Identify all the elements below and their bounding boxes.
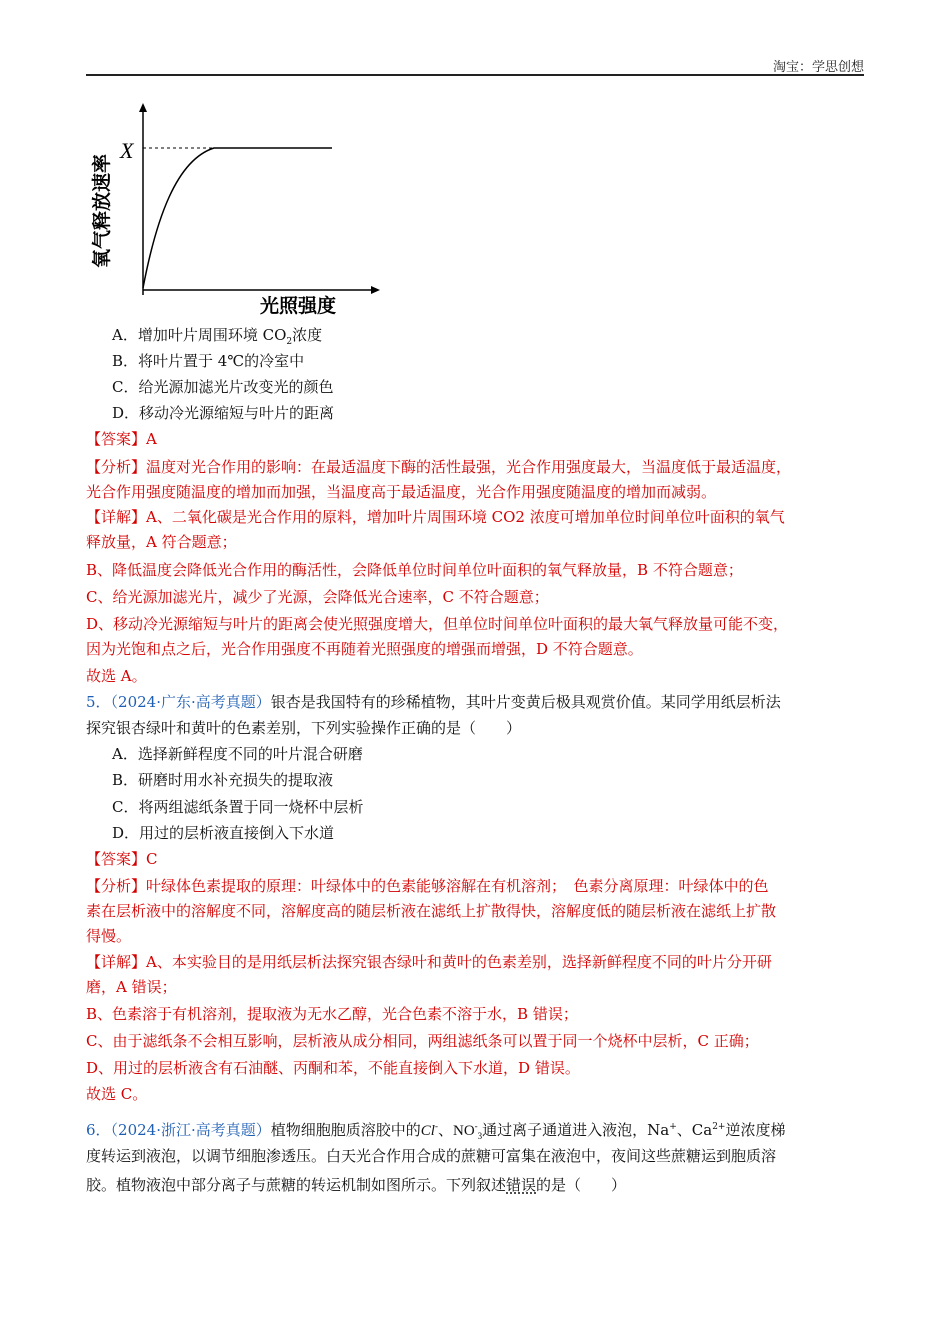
q5-analysis-line: 得慢。 bbox=[86, 927, 132, 945]
q5-stem-line-2: 探究银杏绿叶和黄叶的色素差别，下列实验操作正确的是（ ） bbox=[86, 719, 522, 737]
header-text: 淘宝：学思创想 bbox=[772, 60, 864, 75]
q4-answer: 【答案】A bbox=[86, 430, 157, 448]
q6-source: （2024·浙江·高考真题） bbox=[110, 1121, 271, 1139]
q6-number: 6． bbox=[86, 1121, 111, 1139]
page-header bbox=[86, 56, 864, 76]
q4-conclusion: 故选 A。 bbox=[86, 667, 147, 685]
x-axis-label: 光照强度 bbox=[260, 295, 337, 317]
q4-detail-line: B、降低温度会降低光合作用的酶活性，会降低单位时间单位叶面积的氧气释放量，B 不符合题意； bbox=[86, 561, 743, 579]
nitrate-ion: $NO^-_3$ bbox=[452, 1121, 483, 1141]
q6-emphasis: 错误 bbox=[506, 1176, 537, 1194]
q4-analysis-line: 光合作用强度随温度的增加而加强，当温度高于最适温度，光合作用强度随温度的增加而减弱。 bbox=[86, 483, 717, 501]
q5-option-b: B．研磨时用水补充损失的提取液 bbox=[112, 771, 334, 789]
q4-analysis-line: 【分析】温度对光合作用的影响：在最适温度下酶的活性最强，光合作用强度最大，当温度低于最适温度， bbox=[86, 458, 792, 476]
q5-stem-line-1: 5．（2024·广东·高考真题）银杏是我国特有的珍稀植物，其叶片变黄后极具观赏价值。某同学用纸层析法 bbox=[86, 693, 781, 711]
q4-detail-line: 【详解】A、二氧化碳是光合作用的原料，增加叶片周围环境 CO2 浓度可增加单位时间单位叶面积的氧气 bbox=[86, 508, 785, 526]
q5-source: （2024·广东·高考真题） bbox=[110, 693, 271, 711]
q5-conclusion: 故选 C。 bbox=[86, 1085, 148, 1103]
y-axis-label: 氧气释放速率 bbox=[91, 153, 113, 268]
x-mark-label: X bbox=[120, 138, 134, 163]
q5-option-a: A．选择新鲜程度不同的叶片混合研磨 bbox=[112, 745, 363, 763]
q5-detail-line: C、由于滤纸条不会相互影响，层析液从成分相同，两组滤纸条可以置于同一个烧杯中层析，C 正确； bbox=[86, 1032, 759, 1050]
q4-detail-line: 因为光饱和点之后，光合作用强度不再随着光照强度的增强而增强，D 不符合题意。 bbox=[86, 640, 643, 658]
q5-detail-line: B、色素溶于有机溶剂，提取液为无水乙醇，光合色素不溶于水，B 错误； bbox=[86, 1005, 578, 1023]
q4-detail-line: D、移动冷光源缩短与叶片的距离会使光照强度增大，但单位时间单位叶面积的最大氧气释放量可能不变， bbox=[86, 615, 789, 633]
q4-detail-line: 释放量，A 符合题意； bbox=[86, 533, 237, 551]
q5-analysis-line: 【分析】叶绿体色素提取的原理：叶绿体中的色素能够溶解在有机溶剂； 色素分离原理：叶绿体中的色 bbox=[86, 877, 769, 895]
q4-detail-line: C、给光源加滤光片，减少了光源，会降低光合速率，C 不符合题意； bbox=[86, 588, 549, 606]
q4-option-c: C．给光源加滤光片改变光的颜色 bbox=[112, 378, 334, 396]
q5-analysis-line: 素在层析液中的溶解度不同，溶解度高的随层析液在滤纸上扩散得快，溶解度低的随层析液在滤纸上扩散 bbox=[86, 902, 777, 920]
q5-answer: 【答案】C bbox=[86, 850, 158, 868]
q5-option-d: D．用过的层析液直接倒入下水道 bbox=[112, 824, 335, 842]
q5-detail-line: D、用过的层析液含有石油醚、丙酮和苯，不能直接倒入下水道，D 错误。 bbox=[86, 1059, 580, 1077]
q6-stem-line-1: 6．（2024·浙江·高考真题）植物细胞胞质溶胶中的Cl-、$NO^-_3$通过离子通道进入液泡，Na+、$Ca^{2+}$逆浓度梯 bbox=[86, 1121, 786, 1141]
q6-stem-line-2: 度转运到液泡，以调节细胞渗透压。白天光合作用合成的蔗糖可富集在液泡中，夜间这些蔗糖运到胞质溶 bbox=[86, 1147, 777, 1165]
q4-option-d: D．移动冷光源缩短与叶片的距离 bbox=[112, 404, 335, 422]
q4-option-b: B．将叶片置于 4℃的冷室中 bbox=[112, 352, 305, 370]
q6-stem-line-3: 胶。植物液泡中部分离子与蔗糖的转运机制如图所示。下列叙述错误的是（ ） bbox=[86, 1176, 627, 1194]
q4-option-a: A．增加叶片周围环境 $CO_2$浓度 bbox=[112, 326, 323, 347]
x-axis-arrow bbox=[371, 286, 380, 294]
response-curve bbox=[143, 148, 332, 288]
oxygen-release-graph bbox=[86, 100, 386, 320]
q5-option-c: C．将两组滤纸条置于同一烧杯中层析 bbox=[112, 798, 364, 816]
q5-detail-line: 【详解】A、本实验目的是用纸层析法探究银杏绿叶和黄叶的色素差别，选择新鲜程度不同的叶片分开研 bbox=[86, 953, 772, 971]
y-axis-arrow bbox=[139, 103, 147, 112]
q5-number: 5． bbox=[86, 693, 111, 711]
chloride-ion: Cl- bbox=[420, 1121, 438, 1139]
q5-detail-line: 磨，A 错误； bbox=[86, 978, 177, 996]
